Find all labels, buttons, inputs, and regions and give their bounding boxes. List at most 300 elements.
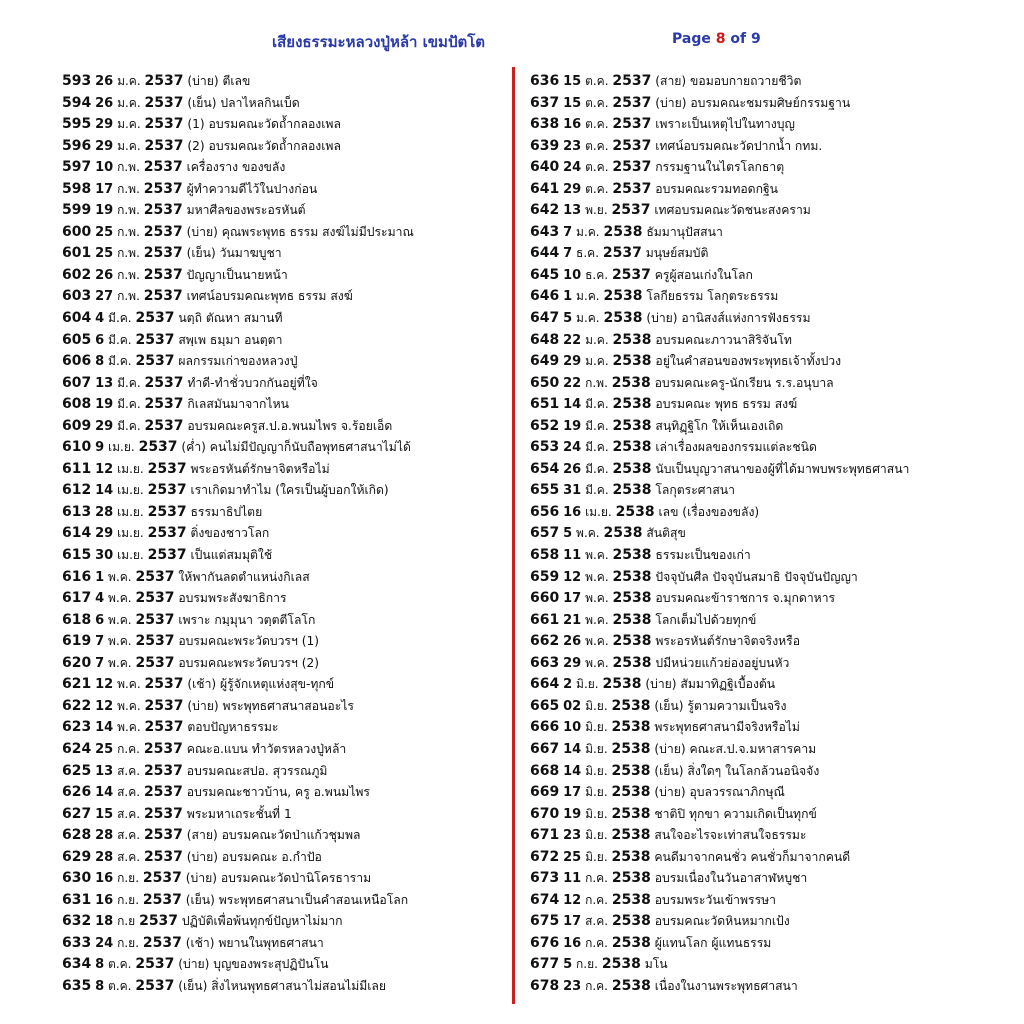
item-day: 22 [563,375,582,391]
item-month: ก.ค. [585,978,608,993]
item-month: ต.ค. [585,138,609,153]
list-item [62,480,510,502]
item-title: ปัญญาเป็นนายหน้า [186,267,288,282]
item-month: ม.ค. [585,354,609,369]
item-title: (ค่ำ) คนไม่มีปัญญาก็นับถือพุทธศาสนาไม่ได้ [181,440,411,455]
item-year: 2538 [611,870,651,887]
item-month: ต.ค. [585,74,609,88]
item-day: 29 [563,181,582,197]
list-item [62,739,510,761]
item-month: ต.ค. [585,181,609,196]
item-year: 2538 [612,633,652,650]
list-item [530,523,1010,545]
item-year: 2537 [143,848,183,865]
item-title: อบรมเนื่องในวันอาสาฬหบูชา [654,871,808,886]
item-day: 17 [95,181,114,197]
list-item [62,696,510,718]
list-item [530,653,1010,675]
list-item [530,71,1010,93]
item-number: 601 [62,245,92,262]
item-number: 658 [530,547,560,564]
item-title: พระพุทธศาสนามีจริงหรือไม่ [654,720,800,735]
item-number: 647 [530,310,560,327]
item-number: 671 [530,827,560,844]
item-year: 2538 [612,590,652,607]
item-year: 2537 [143,266,183,283]
item-day: 29 [95,526,114,542]
item-day: 26 [95,267,114,283]
item-number: 610 [62,439,92,456]
item-number: 612 [62,482,92,499]
item-month: มิ.ย. [585,828,608,843]
item-number: 676 [530,934,560,951]
item-number: 662 [530,633,560,650]
item-day: 6 [95,612,105,628]
list-item [530,825,1010,847]
item-year: 2537 [135,633,175,650]
item-title: (1) อบรมคณะวัดถ้ำกลองเพล [187,117,341,132]
item-year: 2538 [612,654,652,671]
item-month: ม.ค. [117,117,141,132]
item-title: ปมีหน่วยแก้วย่องอยู่บนหัว [655,655,790,670]
item-title: เป็นแต่สมมุติใช้ [190,548,273,563]
item-day: 19 [563,806,582,822]
list-item [62,308,510,330]
item-title: ธรรมาธิปไตย [190,504,263,519]
page-indicator [672,31,761,47]
item-title: คนดีมาจากคนชั่ว คนชั่วก็มาจากคนดี [654,849,851,864]
item-month: ก.พ. [117,160,140,175]
item-day: 5 [563,957,573,973]
item-year: 2537 [143,288,183,305]
item-number: 675 [530,913,560,930]
item-number: 616 [62,568,92,585]
item-day: 11 [563,548,582,564]
list-item [62,653,510,675]
item-month: มิ.ย. [585,763,608,778]
list-item [62,804,510,826]
list-item [62,114,510,136]
item-day: 19 [95,397,114,413]
item-day: 16 [563,935,582,951]
item-month: ส.ค. [117,785,141,800]
item-title: (บ่าย) พระพุทธศาสนาสอนอะไร [187,698,354,713]
item-day: 24 [563,160,582,176]
list-item [62,200,510,222]
item-title: (บ่าย) อานิสงส์แห่งการฟังธรรม [646,311,811,326]
item-year: 2537 [143,784,183,801]
item-year: 2537 [144,137,184,154]
list-item [530,200,1010,222]
item-month: เม.ย. [108,440,135,455]
item-year: 2538 [612,439,652,456]
item-month: ธ.ค. [585,267,609,282]
list-item [530,868,1010,890]
list-item [62,954,510,976]
item-day: 21 [563,612,582,628]
item-title: เครื่องราง ของขลัง [186,160,286,175]
item-month: ม.ค. [585,332,609,347]
item-month: ม.ค. [117,74,141,88]
item-number: 655 [530,482,560,499]
item-title: มนุษย์สมบัติ [645,246,709,261]
item-month: ก.ค. [585,935,608,950]
item-year: 2537 [143,827,183,844]
item-month: พ.ค. [585,548,609,563]
list-item [530,631,1010,653]
list-item [530,804,1010,826]
item-month: มี.ค. [108,332,132,347]
list-item [530,545,1010,567]
item-year: 2537 [144,417,184,434]
item-number: 633 [62,934,92,951]
item-day: 12 [563,569,582,585]
item-number: 626 [62,784,92,801]
item-title: (เช้า) พยานในพุทธศาสนา [185,935,324,950]
item-year: 2538 [611,827,651,844]
list-item [62,330,510,352]
item-title: อบรมคณะครูส.ป.อ.พนมไพร จ.ร้อยเอ็ด [187,418,393,433]
item-title: ธรรมะเป็นของเก่า [655,548,751,563]
item-title: (เย็น) รู้ตามความเป็นจริง [654,698,787,713]
item-number: 607 [62,374,92,391]
right-column-list [530,71,1010,998]
item-year: 2537 [143,740,183,757]
item-number: 628 [62,827,92,844]
item-month: พ.ค. [117,720,141,735]
list-item [530,416,1010,438]
item-day: 10 [95,160,114,176]
item-day: 8 [95,354,105,370]
item-month: ส.ค. [117,849,141,864]
item-month: มี.ค. [117,375,141,390]
item-month: ก.พ. [117,267,140,282]
item-title: (เย็น) วันมาฆบูชา [186,246,282,261]
list-item [62,373,510,395]
list-item [62,825,510,847]
item-title: เพราะ กมฺมุนา วตฺตตีโลโก [178,612,316,627]
item-day: 24 [95,935,114,951]
item-year: 2537 [135,590,175,607]
item-number: 594 [62,94,92,111]
list-item [62,222,510,244]
item-month: มี.ค. [585,440,609,455]
item-day: 17 [563,914,582,930]
item-number: 666 [530,719,560,736]
item-month: พ.ค. [117,698,141,713]
list-item [530,265,1010,287]
item-month: ส.ค. [117,828,141,843]
item-number: 670 [530,805,560,822]
item-title: (บ่าย) คณะส.ป.จ.มหาสารคาม [654,741,817,756]
item-day: 7 [95,634,105,650]
item-month: ก.ย [117,914,136,929]
item-title: (2) อบรมคณะวัดถ้ำกลองเพล [187,138,341,153]
list-item [530,93,1010,115]
list-item [530,243,1010,265]
item-day: 14 [563,741,582,757]
item-year: 2537 [144,719,184,736]
item-month: มี.ค. [117,418,141,433]
item-month: ต.ค. [585,117,609,132]
item-month: ก.ย. [117,871,140,886]
item-year: 2538 [612,568,652,585]
item-day: 13 [95,375,114,391]
item-year: 2538 [603,223,643,240]
item-month: มิ.ย. [585,741,608,756]
item-day: 28 [95,828,114,844]
item-year: 2537 [135,310,175,327]
item-day: 5 [563,526,573,542]
list-item [62,179,510,201]
item-day: 14 [563,763,582,779]
item-title: พระอรหันต์รักษาจิตจริงหรือ [655,634,801,649]
item-year: 2537 [135,654,175,671]
list-item [62,416,510,438]
item-number: 597 [62,159,92,176]
list-item [62,523,510,545]
item-month: ต.ค. [108,978,132,993]
item-title: (บ่าย) อุบลวรรณาภิกษุณี [654,785,785,800]
list-item [530,976,1010,998]
list-item [62,93,510,115]
item-month: พ.ค. [585,612,609,627]
item-month: ต.ค. [585,95,609,110]
item-day: 27 [95,289,114,305]
item-year: 2537 [135,568,175,585]
item-title: ทำดี-ทำชั่วบวกกันอยู่ที่ใจ [187,375,318,390]
item-day: 10 [563,720,582,736]
item-day: 19 [563,418,582,434]
item-title: (บ่าย) คุณพระพุทธ ธรรม สงฆ์ไม่มีประมาณ [186,224,414,239]
list-item [530,739,1010,761]
item-day: 4 [95,311,105,327]
item-number: 602 [62,266,92,283]
list-item [62,717,510,739]
item-title: ผลกรรมเก่าของหลวงปู่ [178,354,298,369]
item-title: สนใจอะไรจะเท่าสนใจธรรมะ [654,828,807,843]
item-year: 2537 [143,202,183,219]
item-day: 12 [95,677,114,693]
item-number: 668 [530,762,560,779]
item-number: 640 [530,159,560,176]
item-title: (บ่าย) บุญของพระสุปฏิปันโน [178,957,329,972]
item-title: (เย็น) ปลาไหลกินเบ็ด [187,95,300,110]
item-month: ม.ค. [117,95,141,110]
item-month: พ.ค. [108,569,132,584]
list-item [62,933,510,955]
item-number: 667 [530,740,560,757]
item-number: 593 [62,73,92,89]
list-item [530,890,1010,912]
item-number: 619 [62,633,92,650]
item-month: มิ.ย. [585,806,608,821]
list-item [62,588,510,610]
item-day: 7 [563,224,573,240]
list-item [530,114,1010,136]
item-title: คณะอ.แบน ทำวัตรหลวงปู่หล้า [186,741,347,756]
item-day: 29 [563,655,582,671]
item-year: 2537 [135,331,175,348]
item-title: พระอรหันต์รักษาจิตหรือไม่ [190,461,330,476]
item-year: 2537 [135,353,175,370]
item-year: 2537 [147,482,187,499]
list-item [530,351,1010,373]
item-month: ก.พ. [585,375,608,390]
item-year: 2537 [612,73,652,89]
list-item [530,330,1010,352]
item-year: 2538 [611,848,651,865]
list-item [530,157,1010,179]
item-year: 2538 [612,611,652,628]
item-number: 615 [62,547,92,564]
item-month: เม.ย. [585,504,612,519]
item-day: 28 [95,849,114,865]
item-day: 17 [563,785,582,801]
item-day: 16 [95,892,114,908]
page-total: 9 [750,31,761,47]
list-item [62,567,510,589]
item-title: (เย็น) พระพุทธศาสนาเป็นคำสอนเหนือโลก [185,892,409,907]
list-item [530,308,1010,330]
item-number: 604 [62,310,92,327]
item-year: 2538 [611,934,651,951]
item-title: (บ่าย) อบรมคณะวัดป่านิโครธาราม [185,871,372,886]
list-item [530,933,1010,955]
item-month: พ.ค. [108,655,132,670]
item-title: เพราะเป็นเหตุไปในทางบุญ [655,117,795,132]
item-year: 2537 [144,116,184,133]
item-number: 639 [530,137,560,154]
list-item [530,911,1010,933]
item-year: 2537 [135,956,175,973]
item-month: เม.ย. [117,526,144,541]
list-item [62,459,510,481]
item-number: 631 [62,891,92,908]
item-title: (บ่าย) อบรมคณะ อ.กำปัอ [186,849,322,864]
item-title: ติ่งของชาวโลก [190,526,270,541]
item-year: 2538 [612,396,652,413]
list-item [530,179,1010,201]
item-month: มิ.ย. [585,849,608,864]
item-number: 605 [62,331,92,348]
item-number: 643 [530,223,560,240]
item-month: ต.ค. [585,160,609,175]
item-month: พ.ย. [585,203,608,218]
item-day: 14 [563,397,582,413]
item-day: 14 [95,785,114,801]
item-title: นตฺถิ ตัณหา สมานที [178,311,283,326]
item-number: 629 [62,848,92,865]
item-number: 645 [530,266,560,283]
item-title: โลกียธรรม โลกุตระธรรม [646,289,779,304]
item-number: 649 [530,353,560,370]
item-month: มี.ค. [585,483,609,498]
item-title: อบรมคณะข้าราชการ จ.มุกดาหาร [655,591,836,606]
item-month: มิ.ย. [585,720,608,735]
item-number: 620 [62,654,92,671]
item-year: 2538 [612,547,652,564]
list-item [530,286,1010,308]
item-month: พ.ค. [108,634,132,649]
item-title: ชาติปิ ทุกขา ความเกิดเป็นทุกข์ [654,806,817,821]
item-day: 1 [95,569,105,585]
item-year: 2538 [611,374,651,391]
item-year: 2537 [144,396,184,413]
item-title: (สาย) อบรมคณะวัดป่าแก้วชุมพล [186,828,361,843]
item-day: 15 [95,806,114,822]
list-item [62,674,510,696]
item-number: 621 [62,676,92,693]
list-item [530,610,1010,632]
item-number: 603 [62,288,92,305]
item-number: 617 [62,590,92,607]
item-month: ก.พ. [117,203,140,218]
list-item [62,243,510,265]
item-month: ธ.ค. [576,246,600,261]
item-month: ก.ย. [117,935,140,950]
item-day: 26 [95,74,114,89]
item-number: 661 [530,611,560,628]
item-month: ก.พ. [117,246,140,261]
list-item [530,588,1010,610]
item-number: 614 [62,525,92,542]
item-month: ก.ค. [585,871,608,886]
list-item [530,480,1010,502]
item-month: เม.ย. [117,504,144,519]
item-title: สพฺเพ ธมฺมา อนตฺตา [178,332,283,347]
item-title: มหาศีลของพระอรหันต์ [186,203,306,218]
list-item [62,157,510,179]
item-year: 2537 [143,159,183,176]
page-header [0,30,1024,56]
item-year: 2537 [144,73,184,89]
item-title: (เย็น) สิ่งใดๆ ในโลกล้วนอนิจจัง [654,763,820,778]
item-day: 23 [563,138,582,154]
item-month: พ.ค. [108,612,132,627]
item-month: ก.ย. [117,892,140,907]
item-number: 608 [62,396,92,413]
item-year: 2537 [612,159,652,176]
item-title: (เย็น) สิ่งไหนพุทธศาสนาไม่สอนไม่มีเลย [178,978,387,993]
item-number: 596 [62,137,92,154]
item-day: 5 [563,311,573,327]
item-year: 2538 [611,805,651,822]
list-item [530,761,1010,783]
item-day: 13 [95,763,114,779]
item-year: 2537 [147,460,187,477]
list-item [530,847,1010,869]
item-day: 26 [95,95,114,111]
item-day: 16 [95,871,114,887]
list-item [530,954,1010,976]
item-year: 2538 [611,762,651,779]
list-item [62,265,510,287]
item-day: 17 [563,591,582,607]
item-month: พ.ค. [585,634,609,649]
item-number: 672 [530,848,560,865]
item-day: 8 [95,957,105,973]
item-month: พ.ค. [585,569,609,584]
item-title: ธัมมานุปัสสนา [646,224,723,239]
item-number: 600 [62,223,92,240]
item-year: 2537 [138,439,178,456]
list-item [530,373,1010,395]
item-year: 2538 [612,460,652,477]
item-title: อบรมคณะพระวัดบวรฯ (2) [178,655,319,670]
item-year: 2538 [611,784,651,801]
list-item [530,502,1010,524]
